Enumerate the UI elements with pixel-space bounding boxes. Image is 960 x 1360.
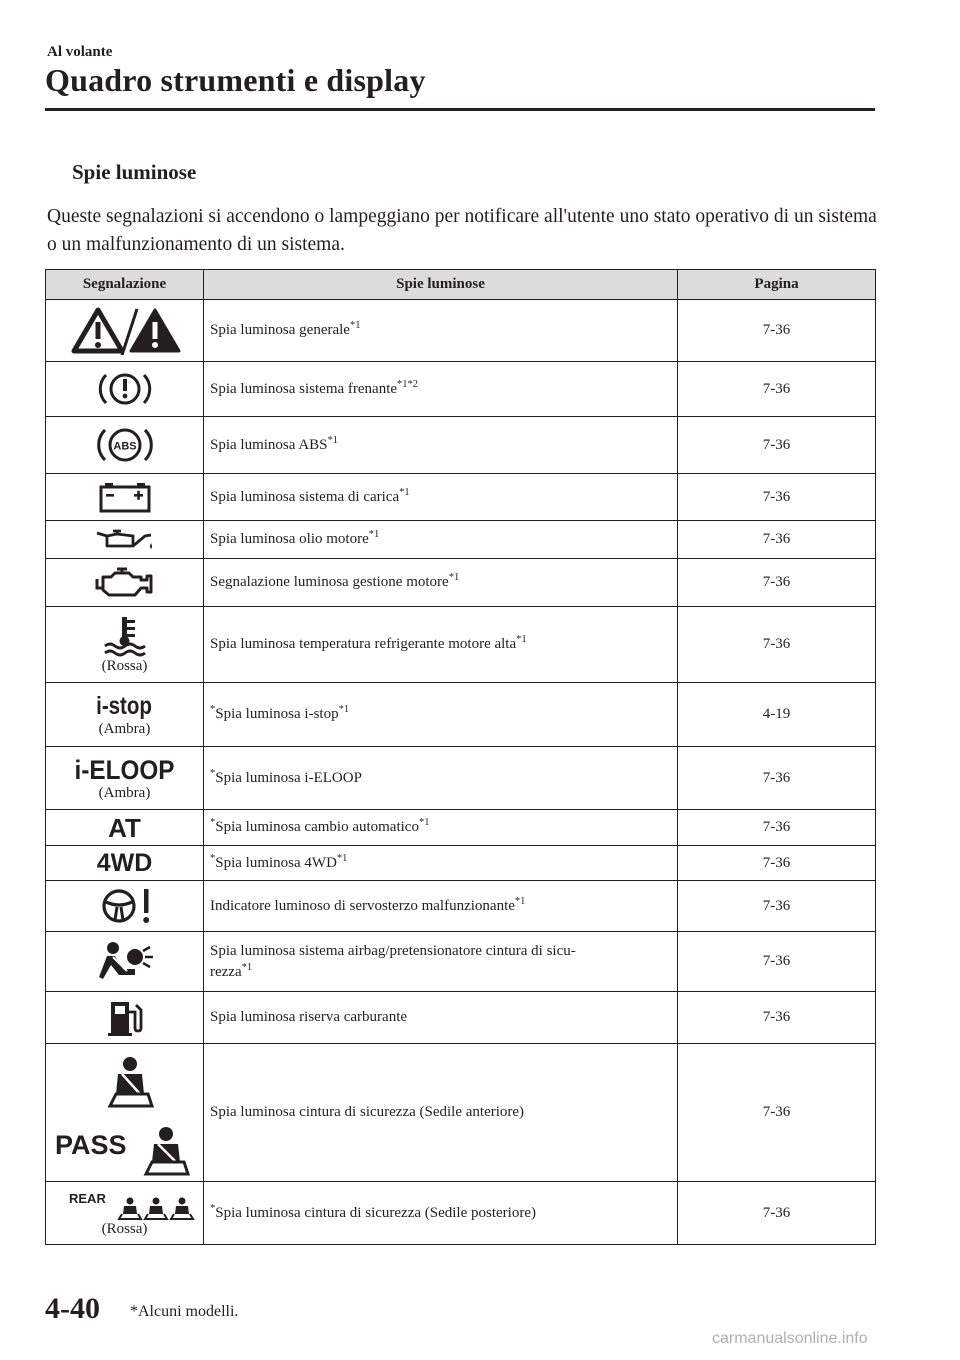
table-row — [46, 846, 876, 881]
table-row — [46, 300, 876, 362]
color-caption: (Ambra) — [98, 784, 151, 801]
light-description: Spia luminosa sistema di carica$^{*1}$ — [204, 474, 678, 521]
light-description: *Spia luminosa cintura di sicurezza (Sedile posteriore) — [204, 1182, 678, 1245]
fuel-icon — [46, 992, 204, 1044]
page-reference: 7-36 — [678, 932, 876, 992]
coolant-temperature-icon — [46, 607, 204, 683]
abs-icon-text: ABS — [112, 440, 137, 453]
column-header-signal: Segnalazione — [46, 270, 204, 300]
table-row — [46, 417, 876, 474]
pass-icon-text: PASS — [55, 1129, 127, 1160]
light-description: Spia luminosa olio motore$^{*1}$ — [204, 521, 678, 559]
page-reference: 7-36 — [678, 417, 876, 474]
seat-belt-driver-icon — [110, 1057, 152, 1106]
table-row — [46, 881, 876, 932]
oil-can-icon — [46, 521, 204, 559]
page-reference: 7-36 — [678, 810, 876, 846]
light-description: Spia luminosa sistema frenante$^{*1*2}$ — [204, 362, 678, 417]
light-description: Segnalazione luminosa gestione motore$^{*1}$ — [204, 559, 678, 607]
page-reference: 4-19 — [678, 683, 876, 747]
table-row — [46, 932, 876, 992]
page-title: Quadro strumenti e display — [45, 62, 426, 98]
seat-belt-rear-icon — [46, 1182, 204, 1245]
page-reference: 7-36 — [678, 846, 876, 881]
page-reference: 7-36 — [678, 474, 876, 521]
page-number: 4-40 — [45, 1292, 100, 1325]
page-reference: 7-36 — [678, 300, 876, 362]
table-row — [46, 607, 876, 683]
light-description: Spia luminosa cintura di sicurezza (Sedile anteriore) — [204, 1044, 678, 1182]
engine-icon — [46, 559, 204, 607]
light-description: *Spia luminosa i-ELOOP — [204, 747, 678, 810]
page-reference: 7-36 — [678, 1182, 876, 1245]
page-reference: 7-36 — [678, 747, 876, 810]
table-header-row — [46, 270, 876, 300]
table-row — [46, 521, 876, 559]
light-description: Spia luminosa sistema airbag/pretensionatore cintura di sicu- rezza$^{*1}$ — [204, 932, 678, 992]
light-description: Spia luminosa generale$^{*1}$ — [204, 300, 678, 362]
table-row — [46, 992, 876, 1044]
light-description: *Spia luminosa i-stop$^{*1}$ — [204, 683, 678, 747]
page-reference: 7-36 — [678, 992, 876, 1044]
abs-icon — [46, 417, 204, 474]
light-description: Indicatore luminoso di servosterzo malfunzionante$^{*1}$ — [204, 881, 678, 932]
page-reference: 7-36 — [678, 362, 876, 417]
battery-icon — [46, 474, 204, 521]
table-row — [46, 747, 876, 810]
seat-belt-passenger-icon — [146, 1127, 188, 1174]
table-row — [46, 559, 876, 607]
table-row — [46, 1044, 876, 1182]
airbag-icon — [46, 932, 204, 992]
light-description: *Spia luminosa 4WD$^{*1}$ — [204, 846, 678, 881]
at-icon-text: AT — [108, 812, 141, 843]
light-description: Spia luminosa riserva carburante — [204, 992, 678, 1044]
i-stop-icon — [46, 683, 204, 747]
i-eloop-icon-text: i-ELOOP — [74, 754, 175, 785]
i-stop-icon-text: i-stop — [96, 692, 153, 720]
at-icon — [46, 810, 204, 846]
section-label: Al volante — [47, 44, 113, 60]
intro-paragraph: Queste segnalazioni si accendono o lampeggiano per notificare all'utente uno stato operativo di un sistema o un malfunzionamento di un sistema. — [47, 206, 877, 255]
4wd-icon-text: 4WD — [96, 849, 153, 877]
table-row — [46, 810, 876, 846]
table-row — [46, 1182, 876, 1245]
color-caption: (Ambra) — [98, 721, 151, 737]
i-eloop-icon — [46, 747, 204, 810]
header-divider — [45, 108, 875, 111]
column-header-lights: Spie luminose — [204, 270, 678, 300]
light-description: Spia luminosa ABS$^{*1}$ — [204, 417, 678, 474]
general-warning-icon — [46, 300, 204, 362]
color-caption: (Rossa) — [101, 658, 148, 674]
4wd-icon — [46, 846, 204, 881]
section-heading: Spie luminose — [72, 160, 197, 184]
table-row — [46, 683, 876, 747]
page-reference: 7-36 — [678, 1044, 876, 1182]
seat-belt-front-icon — [46, 1044, 204, 1182]
rear-icon-text: REAR — [68, 1190, 106, 1206]
table-row — [46, 474, 876, 521]
footnote: *Alcuni modelli. — [130, 1303, 239, 1320]
page-reference: 7-36 — [678, 521, 876, 559]
warning-lights-table — [45, 269, 876, 1245]
light-description: *Spia luminosa cambio automatico$^{*1}$ — [204, 810, 678, 846]
color-caption: (Rossa) — [101, 1220, 148, 1237]
watermark: carmanualsonline.info — [712, 1330, 868, 1347]
light-description: Spia luminosa temperatura refrigerante motore alta$^{*1}$ — [204, 607, 678, 683]
page-reference: 7-36 — [678, 881, 876, 932]
column-header-page: Pagina — [678, 270, 876, 300]
page-reference: 7-36 — [678, 607, 876, 683]
brake-system-icon — [46, 362, 204, 417]
table-row — [46, 362, 876, 417]
power-steering-icon — [46, 881, 204, 932]
page-reference: 7-36 — [678, 559, 876, 607]
